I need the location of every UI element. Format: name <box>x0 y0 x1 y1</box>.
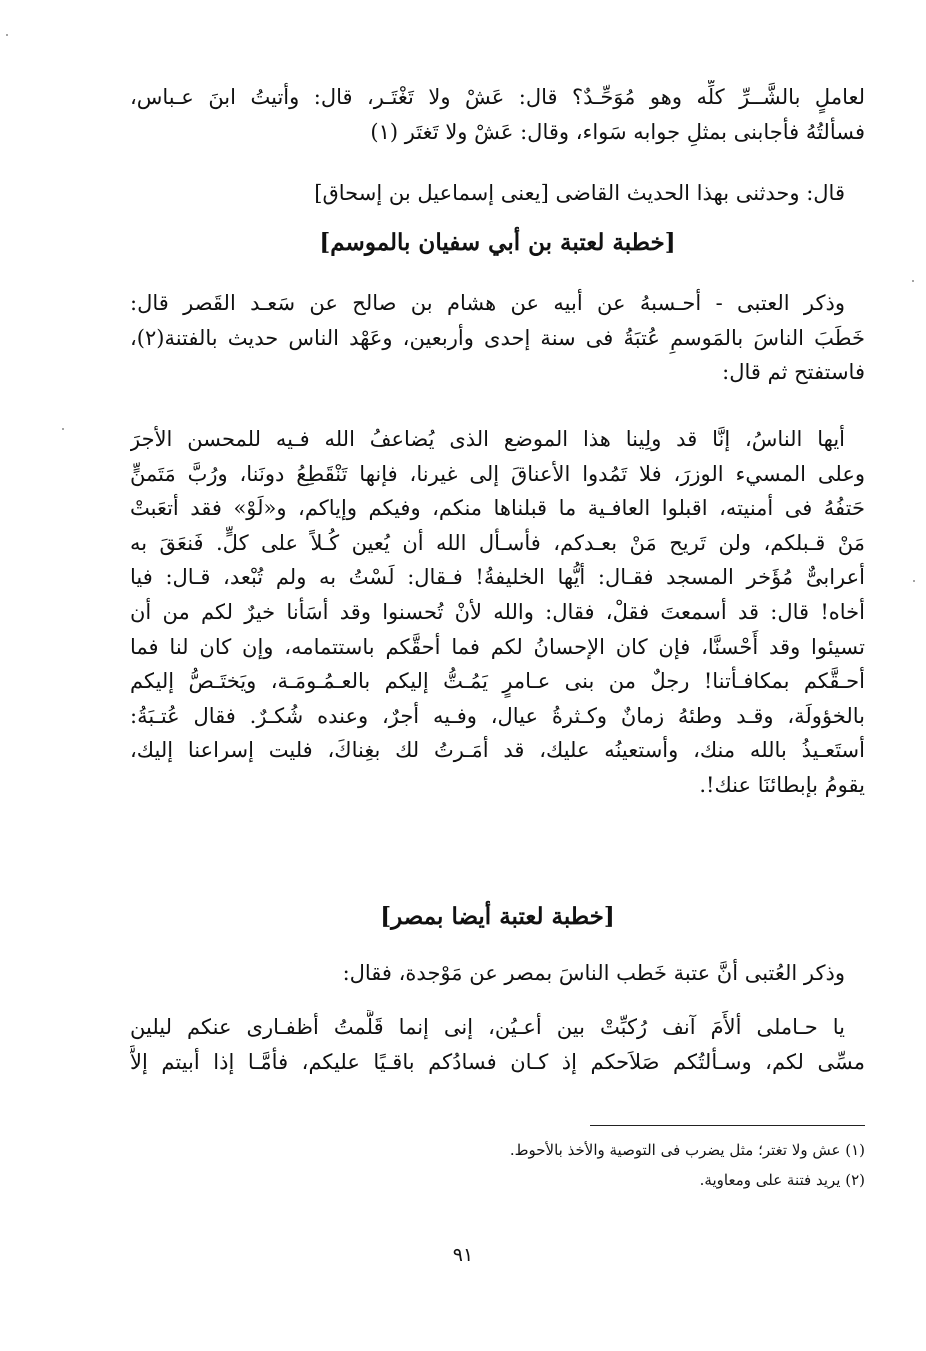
body-line: مَنْ قـبلكم، ولن تَريح مَنْ بعـدكم، فأسـأل الله أن يُعين كُـلاً على كلٍّ. فَنعَقَ به <box>130 530 865 555</box>
section-heading: [خطبة لعتبة أيضا بمصر] <box>380 903 615 930</box>
footnote: (٢) يريد فتنة على ومعاوية. <box>699 1171 865 1189</box>
body-line: بالخؤولَة، وقـد وطئهُ زمانٌ وكـثرةُ عيال، وفـيه أجرٌ، وعنده شُكـرٌ. فقال عُتـبَةُ: <box>130 703 865 728</box>
scan-speck <box>913 580 915 582</box>
body-line: يقومُ بإبطائنَا عنك!. <box>699 772 865 797</box>
footnote-divider <box>590 1125 865 1126</box>
body-line: أخاه! قال: قد أسمعتَ فقلْ، فقال: والله لأنْ تُحسنوا وقد أسَأنا خيرٌ لكم من أن <box>130 599 865 624</box>
body-line: أيها الناسُ، إنَّا قد ولِينا هذا الموضع الذى يُضاعفُ الله فـيه للمحسن الأجرَ <box>130 427 845 451</box>
body-line: وعلى المسيء الوزرَ، فلا تَمُدوا الأعناقَ إلى غيرنا، فإنها تَنْقَطِعُ دونَنا، ورُبَّ مَتَمنٍّ <box>130 461 865 486</box>
body-line: وذكر العتبى - أحـسبهُ عن أبيه عن هشام بن صالح عن سَعـد القَصر قال: <box>130 291 845 315</box>
section2-intro <box>130 956 865 991</box>
scan-speck <box>912 280 914 282</box>
body-line: حَتفُهُ فى أمنيته، اقبلوا العافـية ما قبلناها منكم، وفيكم وإياكم، و«لَوْ» فقد أتعَبتْ <box>130 496 865 521</box>
body-line: لعاملٍ بالشَّــرِّ كلِّه وهو مُوَحِّـدٌ؟ قال: عَشْ ولا تَغْتَـر، قال: وأتيتُ ابنَ عـباس، <box>130 85 865 109</box>
footnote: (١) عش ولا تغتر؛ مثل يضرب فى التوصية والأخذ بالأحوط. <box>509 1141 865 1159</box>
scan-speck <box>6 34 8 36</box>
body-line: مسِّى لكم، وسـألتُكم صَلاَحكم إذ كـان فسادُكم باقـيًا عليكم، فأمَّـا إذا أبيتم إلاَّ <box>130 1049 865 1074</box>
footnotes <box>300 1135 865 1195</box>
body-line: فسألتُهُ فأجابنى بمثلِ جوابه سَواء، وقال: عَشْ ولا تَغتَر (١) <box>370 119 865 144</box>
page-number: ٩١ <box>452 1244 474 1266</box>
narrator-paragraph <box>130 176 865 211</box>
body-line: خَطَبَ الناسَ بالمَوسمِ عُتبَةُ فى سنة إحدى وأربعين، وعَهْد الناس حديث بالفتنة(٢)، <box>130 325 865 350</box>
body-line: قال: وحدثنى بهذا الحديث القاضى [يعنى إسماعيل بن إسحاق] <box>314 181 845 205</box>
body-line: وذكر العُتبى أنَّ عتبة خَطب الناسَ بمصر عن مَوْجدة، فقال: <box>342 961 845 985</box>
body-line: أحـقَّكم بمكافـأتنا! رجلٌ من بنى عـامرٍ يَمُـتُّ إليكم بالعـمُـومَـة، ويَختَـصُّ إليكم <box>130 669 865 694</box>
body-line: فاستفتح ثم قال: <box>722 360 865 385</box>
opening-paragraph <box>130 80 865 149</box>
scan-speck <box>62 428 64 430</box>
body-line: تسيئوا وقد أَحْسنَّا، فإن كان الإحسانُ لكم فما أحقَّكم باستتمامه، وإن كان لنا فما <box>130 634 865 659</box>
section-heading: [خطبة لعتبة بن أبي سفيان بالموسم] <box>319 229 676 256</box>
body-line: يا حـاملى ألأَمَ آنف رُكبِّتْ بين أعـيُن، إنى إنما قَلَّمتُ أظفـارى عنكم ليلين <box>130 1015 845 1039</box>
speech2 <box>130 1010 865 1079</box>
speech1 <box>130 422 865 803</box>
body-line: أستَعـيذُ بالله منك، وأستعينُه عليك، قد أمَـرتُ لك بغِناكَ، فليت إسراعنا إليك، <box>130 738 865 763</box>
section1-intro <box>130 286 865 390</box>
body-line: أعرابىٌّ مُؤَخر المسجد فقـال: أيُّها الخليفةُ! فـقال: لَسْتُ به ولم تُبْعد، قـال: فيا <box>130 565 865 590</box>
